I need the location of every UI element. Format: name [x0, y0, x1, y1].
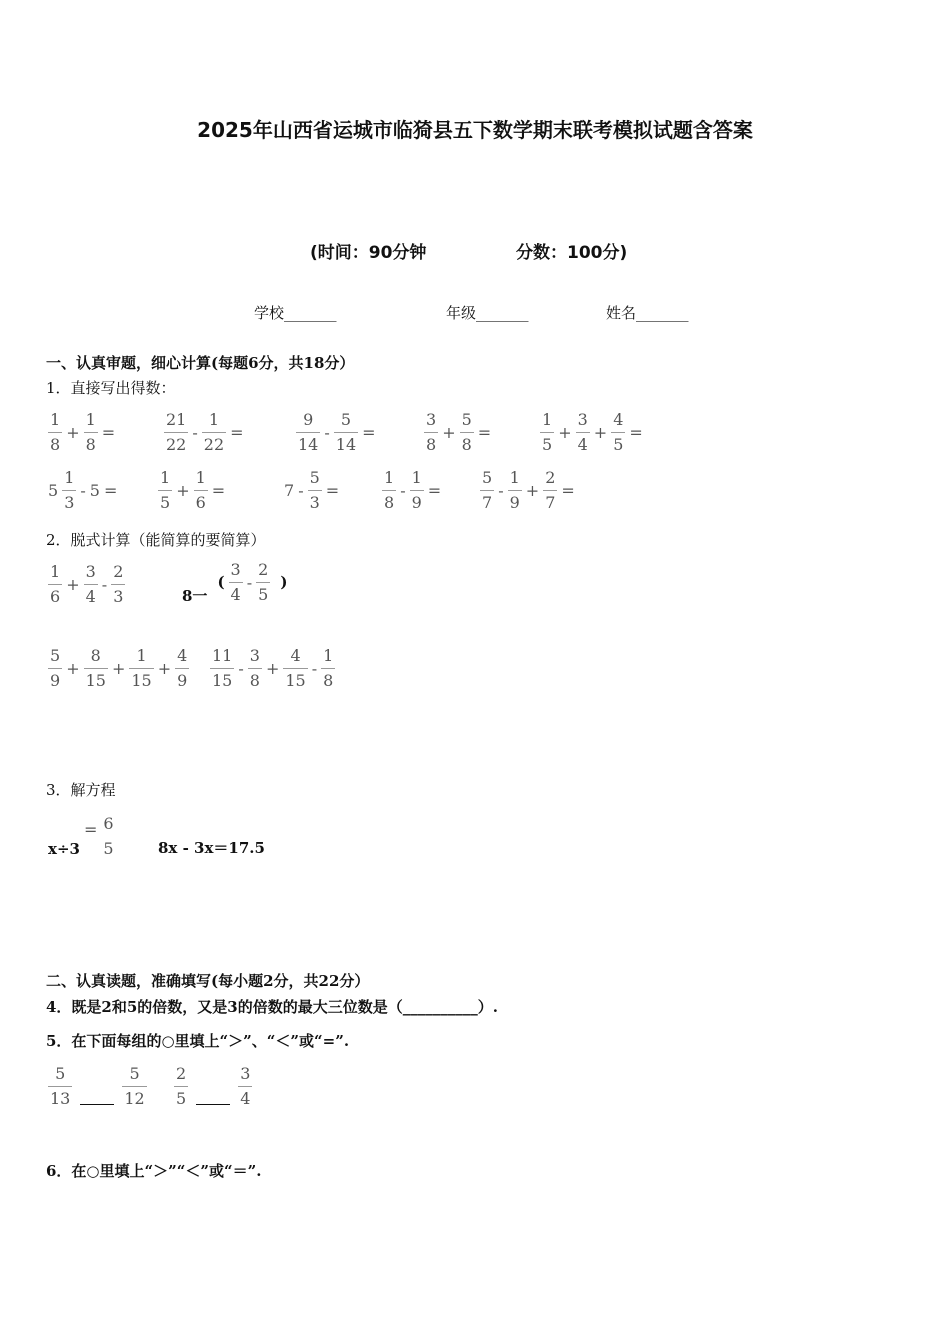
fraction: $\frac{4}{5}$	[613, 409, 624, 454]
fraction: $\frac{1}{8}$	[384, 467, 395, 512]
fraction: $\frac{3}{4}$	[230, 559, 241, 604]
equation-2: 8x - 3x＝17.5	[158, 839, 265, 857]
fraction: 6 5	[103, 813, 114, 858]
fraction: $\frac{2}{5}$	[176, 1063, 187, 1108]
name-field: 姓名_______	[606, 304, 689, 322]
expr-1e: $\frac{1}{5}$ + $\frac{3}{4}$ + $\frac{4}{5}$ =	[542, 409, 643, 454]
calc-3: $\frac{5}{9}$ + $\frac{8}{15}$ + $\frac{1}{15}$ + $\frac{4}{9}$	[50, 645, 188, 690]
fraction: $\frac{1}{8}$	[85, 409, 96, 454]
fraction: $\frac{8}{15}$	[85, 645, 106, 690]
compare-1	[46, 1056, 149, 1116]
time-limit: (时间：90分钟	[310, 243, 427, 263]
fraction: $\frac{4}{15}$	[285, 645, 306, 690]
fraction: $\frac{1}{8}$	[50, 409, 61, 454]
calc-4: $\frac{11}{15}$ - $\frac{3}{8}$ + $\frac{4}{15}$ - $\frac{1}{8}$	[212, 645, 334, 690]
fraction: $\frac{5}{12}$	[124, 1063, 145, 1108]
fraction: $\frac{1}{9}$	[411, 467, 422, 512]
fraction: $\frac{3}{4}$	[577, 409, 588, 454]
expr-1a: $\frac{1}{8}$ + $\frac{1}{8}$ =	[50, 409, 116, 454]
question-2: 2．脱式计算（能简算的要简算）	[46, 531, 266, 549]
fraction: $\frac{21}{22}$	[166, 409, 187, 454]
expr-2d: $\frac{1}{8}$ - $\frac{1}{9}$ =	[384, 467, 442, 512]
fraction: $\frac{1}{15}$	[131, 645, 152, 690]
section-1-title: 一、认真审题，细心计算(每题6分，共18分）	[46, 354, 355, 372]
fraction: $\frac{1}{8}$	[323, 645, 334, 690]
equation-1: x÷3 = 6 5	[48, 813, 114, 858]
fraction: $\frac{2}{7}$	[545, 467, 556, 512]
question-6: 6．在○里填上“＞”“＜”或“＝”.	[46, 1162, 262, 1180]
expr-1b: $\frac{21}{22}$ - $\frac{1}{22}$ =	[166, 409, 244, 454]
fraction: $\frac{5}{9}$	[50, 645, 61, 690]
fraction: $\frac{3}{8}$	[249, 645, 260, 690]
fraction: $\frac{1}{22}$	[203, 409, 225, 454]
fraction: $\frac{5}{3}$	[309, 467, 320, 512]
fraction: $\frac{3}{4}$	[85, 561, 96, 606]
expr-2c: 7 - $\frac{5}{3}$ =	[284, 467, 340, 512]
expr-2a: 5 $\frac{1}{3}$ - 5 =	[48, 467, 118, 512]
fraction: $\frac{5}{7}$	[482, 467, 493, 512]
answer-blank[interactable]	[196, 1090, 230, 1105]
answer-blank[interactable]	[80, 1090, 114, 1105]
grade-field: 年级_______	[446, 304, 529, 322]
question-1: 1．直接写出得数：	[46, 379, 176, 397]
fraction: $\frac{1}{3}$	[64, 467, 75, 512]
fraction: $\frac{2}{5}$	[258, 559, 269, 604]
fraction: $\frac{5}{14}$	[335, 409, 357, 454]
expr-2e: $\frac{5}{7}$ - $\frac{1}{9}$ + $\frac{2}{7}$ =	[482, 467, 575, 512]
page-title: 2025年山西省运城市临猗县五下数学期末联考模拟试题含答案	[197, 118, 753, 142]
fraction: $\frac{5}{8}$	[461, 409, 472, 454]
fraction: $\frac{3}{4}$	[240, 1063, 251, 1108]
expr-1c: $\frac{9}{14}$ - $\frac{5}{14}$ =	[298, 409, 376, 454]
calc-2: 8一 ( $\frac{3}{4}$ - $\frac{2}{5}$ )	[182, 559, 288, 605]
fraction: $\frac{3}{8}$	[426, 409, 437, 454]
expr-2b: $\frac{1}{5}$ + $\frac{1}{6}$ =	[160, 467, 226, 512]
school-field: 学校_______	[254, 304, 337, 322]
question-4: 4．既是2和5的倍数，又是3的倍数的最大三位数是（__________）.	[46, 998, 498, 1016]
fraction: $\frac{2}{3}$	[113, 561, 124, 606]
question-5: 5．在下面每组的○里填上“＞”、“＜”或“=”.	[46, 1032, 350, 1050]
compare-2	[172, 1056, 254, 1116]
fraction: $\frac{11}{15}$	[212, 645, 233, 690]
calc-1: $\frac{1}{6}$ + $\frac{3}{4}$ - $\frac{2}{3}$	[50, 561, 124, 606]
total-score: 分数：100分)	[516, 243, 628, 263]
question-3: 3．解方程	[46, 781, 116, 799]
fraction: $\frac{5}{13}$	[50, 1063, 71, 1108]
fraction: $\frac{9}{14}$	[298, 409, 319, 454]
section-2-title: 二、认真读题，准确填写(每小题2分，共22分）	[46, 972, 370, 990]
fraction: $\frac{1}{6}$	[195, 467, 206, 512]
expr-1d: $\frac{3}{8}$ + $\frac{5}{8}$ =	[426, 409, 492, 454]
fraction: $\frac{1}{6}$	[50, 561, 61, 606]
fraction: $\frac{1}{5}$	[160, 467, 171, 512]
fraction: $\frac{1}{5}$	[542, 409, 553, 454]
fraction: $\frac{4}{9}$	[177, 645, 188, 690]
fraction: $\frac{1}{9}$	[509, 467, 520, 512]
